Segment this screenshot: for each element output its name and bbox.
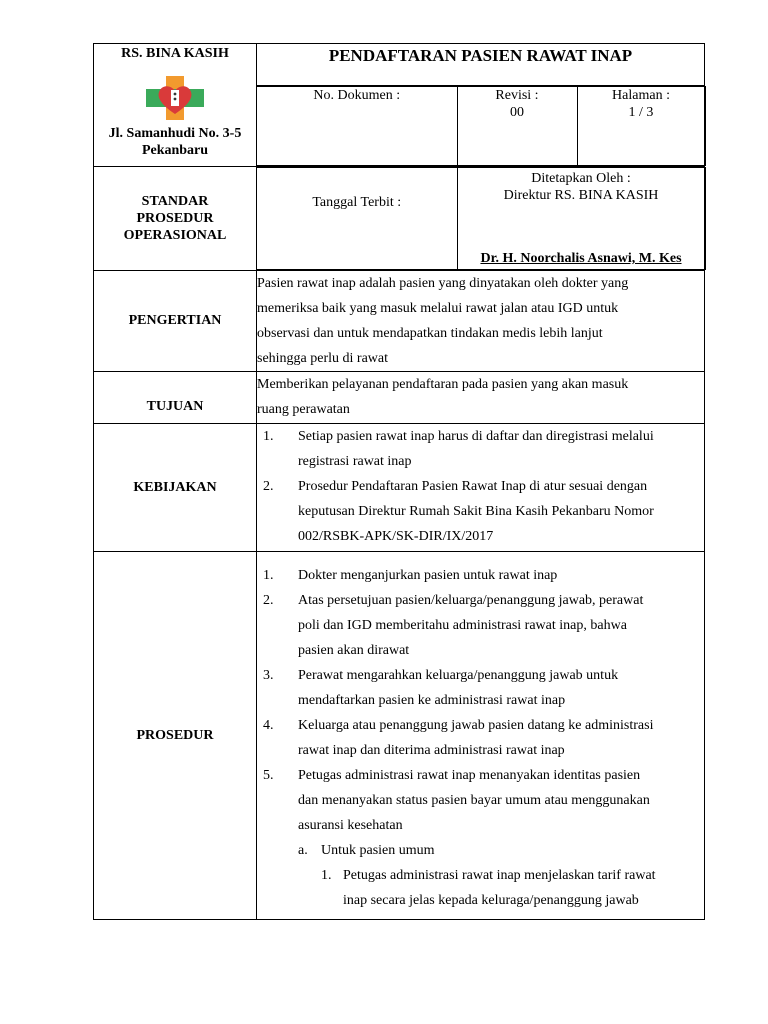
issue-approval-cell bbox=[257, 167, 705, 271]
approved-by-label: Ditetapkan Oleh : bbox=[531, 171, 631, 186]
list-line: Setiap pasien rawat inap harus di daftar dan diregistrasi melalui bbox=[298, 429, 654, 444]
issue-date-label: Tanggal Terbit : bbox=[312, 195, 402, 210]
list-line: Keluarga atau penanggung jawab pasien datang ke administrasi bbox=[298, 718, 654, 733]
list-item bbox=[263, 713, 704, 763]
tujuan-line: ruang perawatan bbox=[257, 402, 350, 417]
approver-name: Dr. H. Noorchalis Asnawi, M. Kes bbox=[480, 251, 682, 266]
list-item bbox=[263, 588, 704, 663]
hospital-address-line2: Pekanbaru bbox=[141, 143, 209, 158]
prosedur-content bbox=[257, 552, 705, 920]
list-item bbox=[263, 474, 704, 549]
pengertian-line: sehingga perlu di rawat bbox=[257, 351, 389, 366]
hospital-name: RS. BINA KASIH bbox=[121, 46, 229, 61]
tujuan-line: Memberikan pelayanan pendaftaran pada pasien yang akan masuk bbox=[257, 377, 629, 392]
pengertian-label: PENGERTIAN bbox=[94, 271, 257, 372]
list-number: 1. bbox=[263, 568, 274, 583]
page-field bbox=[577, 87, 705, 166]
sop-label-line1: STANDAR bbox=[141, 194, 209, 209]
tujuan-content bbox=[257, 372, 705, 424]
sop-document bbox=[93, 43, 704, 920]
hospital-info-cell bbox=[94, 44, 257, 167]
doc-number-field bbox=[257, 87, 457, 166]
document-meta bbox=[257, 86, 706, 166]
sop-label-cell bbox=[94, 167, 257, 271]
hospital-address-line1: Jl. Samanhudi No. 3-5 bbox=[108, 126, 242, 141]
sop-label-line2: PROSEDUR bbox=[136, 211, 214, 226]
pengertian-content bbox=[257, 271, 705, 372]
sop-table bbox=[93, 43, 705, 920]
list-line: asuransi kesehatan bbox=[298, 818, 403, 833]
list-item bbox=[263, 563, 704, 588]
sub-sub-item-1 bbox=[263, 863, 704, 913]
title-and-meta-cell bbox=[257, 44, 705, 167]
list-line: Perawat mengarahkan keluarga/penanggung jawab untuk bbox=[298, 668, 619, 683]
sub-item-text: Untuk pasien umum bbox=[321, 843, 435, 858]
revision-field bbox=[457, 87, 577, 166]
list-line: rawat inap dan diterima administrasi rawat inap bbox=[298, 743, 565, 758]
document-title: PENDAFTARAN PASIEN RAWAT INAP bbox=[257, 44, 704, 86]
list-number: 5. bbox=[263, 768, 274, 783]
list-line: Atas persetujuan pasien/keluarga/penanggung jawab, perawat bbox=[298, 593, 644, 608]
list-line: Dokter menganjurkan pasien untuk rawat inap bbox=[298, 568, 558, 583]
pengertian-line: Pasien rawat inap adalah pasien yang dinyatakan oleh dokter yang bbox=[257, 276, 629, 291]
list-line: poli dan IGD memberitahu administrasi rawat inap, bahwa bbox=[298, 618, 627, 633]
sop-label-line3: OPERASIONAL bbox=[123, 228, 227, 243]
list-line: Petugas administrasi rawat inap menanyakan identitas pasien bbox=[298, 768, 641, 783]
list-number: 1. bbox=[263, 429, 274, 444]
list-line: 002/RSBK-APK/SK-DIR/IX/2017 bbox=[298, 529, 494, 544]
tujuan-label: TUJUAN bbox=[94, 372, 257, 424]
hospital-logo-icon bbox=[146, 76, 204, 120]
revision-label: Revisi : bbox=[495, 88, 539, 103]
list-number: 4. bbox=[263, 718, 274, 733]
page-label: Halaman : bbox=[612, 88, 670, 103]
list-number: 2. bbox=[263, 593, 274, 608]
pengertian-line: memeriksa baik yang masuk melalui rawat jalan atau IGD untuk bbox=[257, 301, 619, 316]
list-item bbox=[263, 763, 704, 838]
list-line: pasien akan dirawat bbox=[298, 643, 410, 658]
issue-date-field bbox=[257, 168, 457, 270]
list-number: 2. bbox=[263, 479, 274, 494]
sub-item-a bbox=[263, 838, 704, 863]
sub-sub-item-mark: 1. bbox=[321, 868, 332, 883]
kebijakan-list bbox=[263, 424, 704, 549]
list-line: mendaftarkan pasien ke administrasi rawat inap bbox=[298, 693, 566, 708]
revision-value: 00 bbox=[510, 105, 524, 120]
list-number: 3. bbox=[263, 668, 274, 683]
kebijakan-label: KEBIJAKAN bbox=[94, 424, 257, 552]
list-line: keputusan Direktur Rumah Sakit Bina Kasih Pekanbaru Nomor bbox=[298, 504, 654, 519]
approved-by-title: Direktur RS. BINA KASIH bbox=[503, 188, 659, 203]
prosedur-label: PROSEDUR bbox=[94, 552, 257, 920]
list-line: registrasi rawat inap bbox=[298, 454, 412, 469]
list-item bbox=[263, 663, 704, 713]
list-line: inap secara jelas kepada keluraga/penanggung jawab bbox=[343, 893, 639, 908]
list-line: Prosedur Pendaftaran Pasien Rawat Inap di atur sesuai dengan bbox=[298, 479, 648, 494]
prosedur-list bbox=[263, 563, 704, 838]
list-line: dan menanyakan status pasien bayar umum atau menggunakan bbox=[298, 793, 650, 808]
doc-number-label: No. Dokumen : bbox=[313, 88, 401, 103]
approval-field bbox=[457, 168, 705, 270]
list-line: Petugas administrasi rawat inap menjelaskan tarif rawat bbox=[343, 868, 656, 883]
kebijakan-content bbox=[257, 424, 705, 552]
page-value: 1 / 3 bbox=[628, 105, 654, 120]
pengertian-line: observasi dan untuk mendapatkan tindakan medis lebih lanjut bbox=[257, 326, 603, 341]
sub-item-mark: a. bbox=[298, 843, 308, 858]
list-item bbox=[263, 424, 704, 474]
